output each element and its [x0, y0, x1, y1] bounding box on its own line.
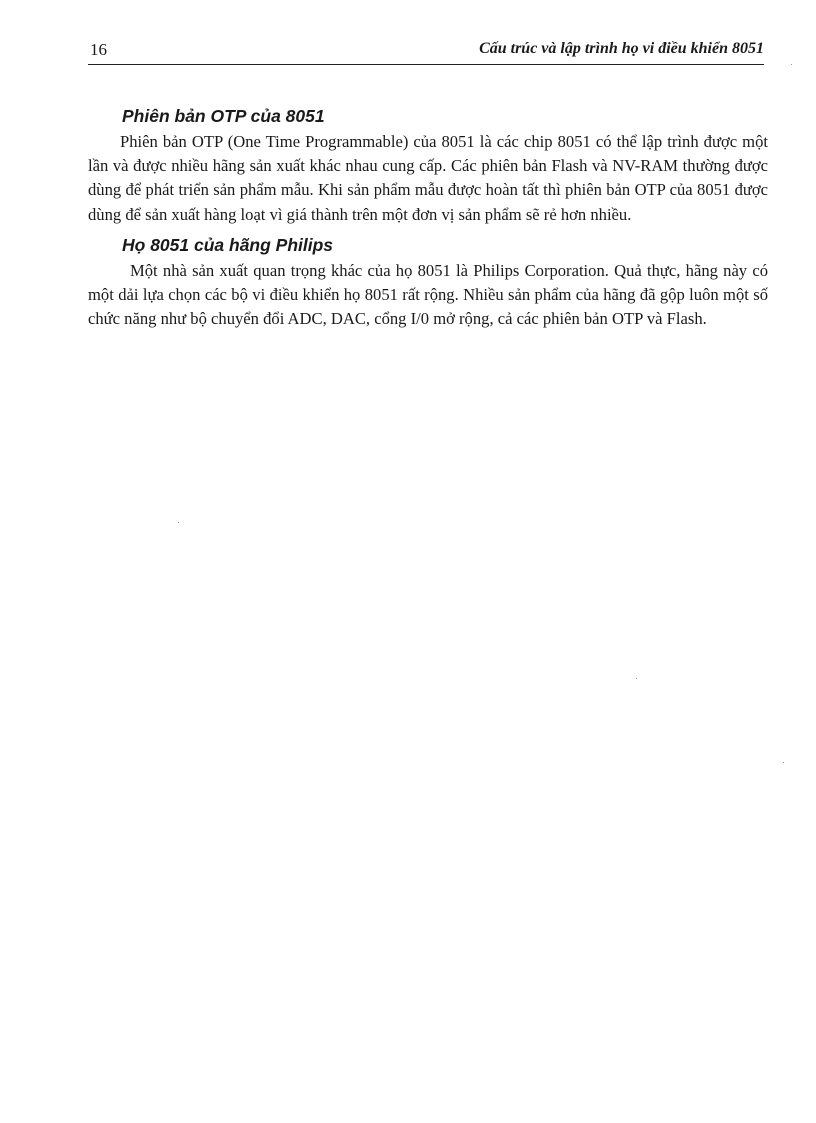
book-title: Cấu trúc và lập trình họ vi điều khiển 8051	[479, 40, 764, 57]
section-body-philips: Một nhà sản xuất quan trọng khác của họ 8051 là Philips Corporation. Quả thực, hãng này có một dải lựa chọn các bộ vi điều khiển họ 8051 rất rộng. Nhiều sản phẩm của hãng đã gộp luôn một số chức năng như bộ chuyển đổi ADC, DAC, cổng I/0 mở rộng, cả các phiên bản OTP và Flash.	[88, 260, 768, 329]
section-body-otp: Phiên bản OTP (One Time Programmable) của 8051 là các chip 8051 có thể lập trình được một lần và được nhiều hãng sản xuất khác nhau cung cấp. Các phiên bản Flash và NV-RAM thường được dùng để phát triển sản phẩm mẫu. Khi sản phẩm mẫu được hoàn tất thì phiên bản OTP của 8051 được dùng để sản xuất hàng loạt vì giá thành trên một đơn vị sản phẩm sẽ rẻ hơn nhiều.	[88, 132, 768, 224]
page-content	[88, 104, 768, 337]
section-heading-philips: Họ 8051 của hãng Philips	[122, 234, 334, 255]
page-number: 16	[90, 40, 107, 59]
scan-speck	[791, 64, 792, 65]
scan-speck	[783, 762, 784, 763]
section-heading-otp: Phiên bản OTP của 8051	[122, 106, 325, 126]
running-header	[88, 38, 764, 65]
scan-speck	[178, 522, 179, 523]
scan-speck	[636, 678, 637, 679]
